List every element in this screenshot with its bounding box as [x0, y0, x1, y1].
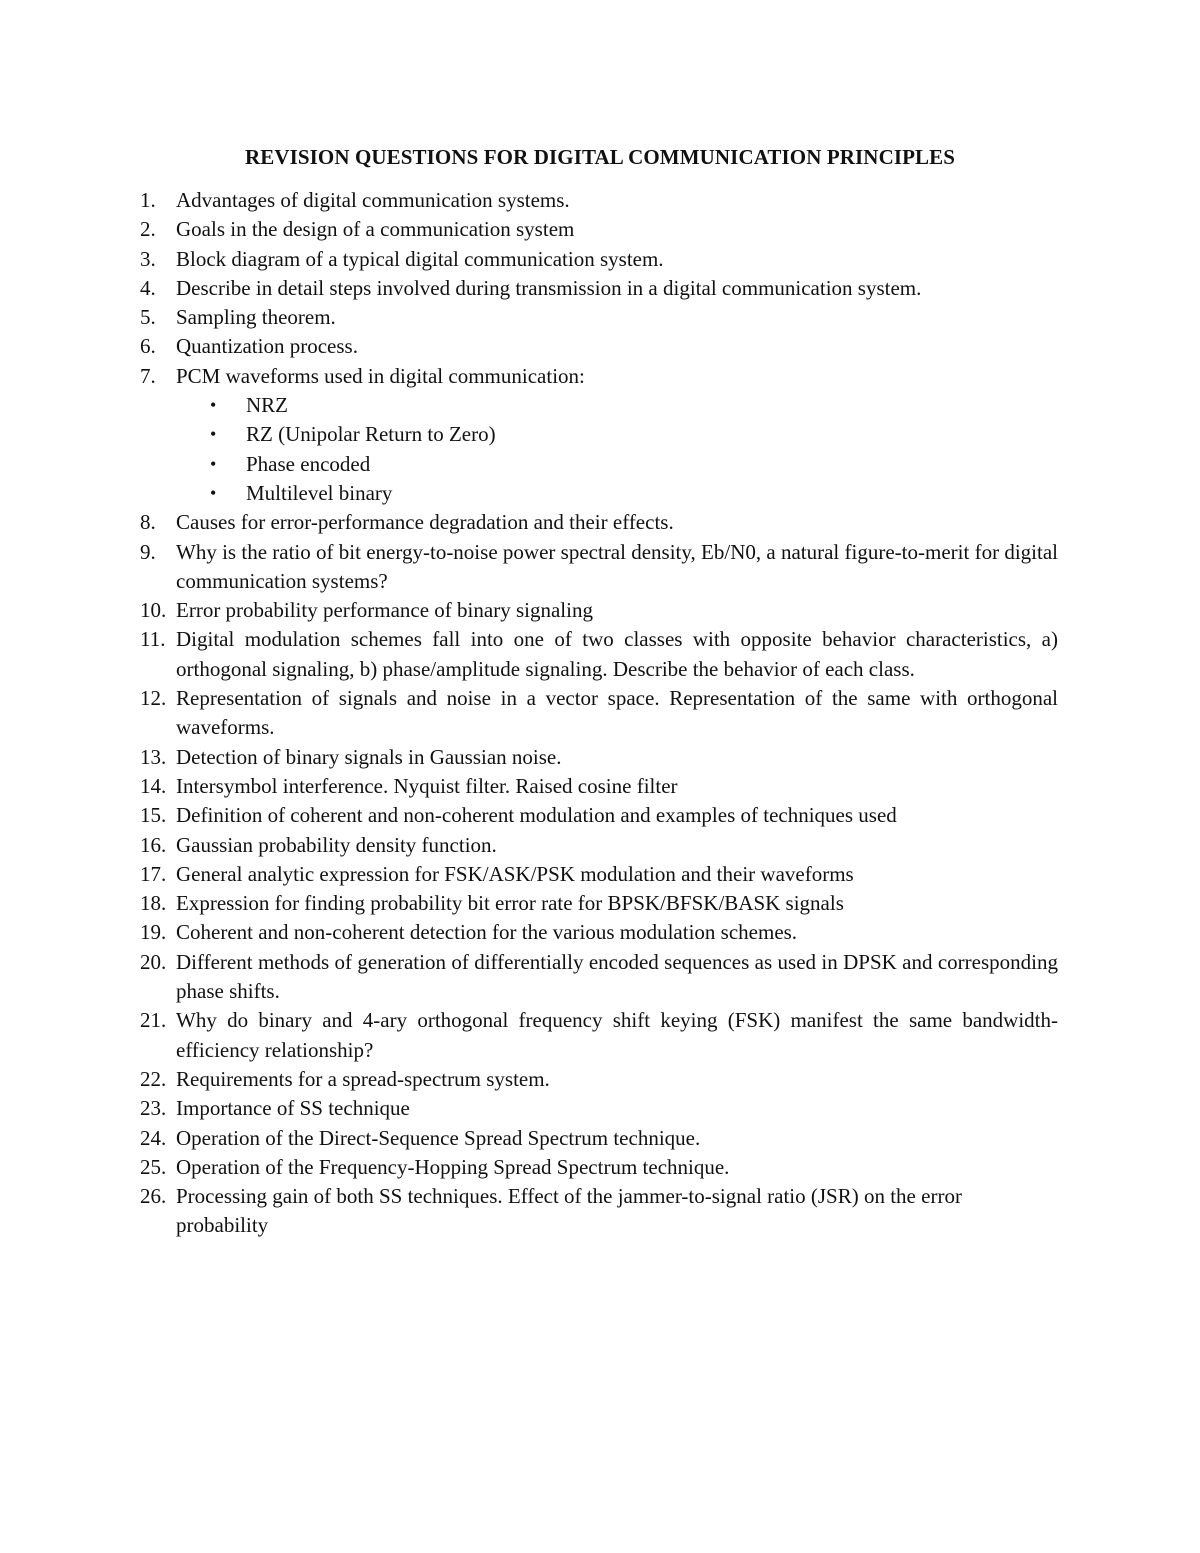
question-list: [140, 186, 1058, 1241]
question-text: Operation of the Direct-Sequence Spread Spectrum technique.: [176, 1125, 701, 1150]
question-text: Digital modulation schemes fall into one of two classes with opposite behavior characteristics, a) orthogonal signaling, b) phase/amplitude signaling. Describe the behavior of each class.: [176, 627, 1058, 681]
question-number: 12.: [140, 686, 167, 711]
bullet-text: NRZ: [246, 393, 288, 418]
bullet-item: [176, 450, 1058, 479]
question-number: 4.: [140, 275, 156, 300]
question-item: [140, 596, 1058, 625]
question-number: 10.: [140, 598, 167, 623]
bullet-item: [176, 420, 1058, 449]
question-number: 13.: [140, 744, 167, 769]
question-item: [140, 245, 1058, 274]
bullet-text: Multilevel binary: [246, 480, 393, 505]
question-item: [140, 362, 1058, 508]
question-item: [140, 860, 1058, 889]
question-number: 26.: [140, 1184, 167, 1209]
question-item: [140, 684, 1058, 743]
question-text: Sampling theorem.: [176, 305, 336, 330]
bullet-item: [176, 479, 1058, 508]
question-number: 11.: [140, 627, 166, 652]
question-item: [140, 1124, 1058, 1153]
question-number: 9.: [140, 539, 156, 564]
question-text: Representation of signals and noise in a vector space. Representation of the same with orthogonal waveforms.: [176, 686, 1058, 740]
question-text: Operation of the Frequency-Hopping Spread Spectrum technique.: [176, 1154, 730, 1179]
question-item: [140, 772, 1058, 801]
question-item: [140, 332, 1058, 361]
question-text: Definition of coherent and non-coherent modulation and examples of techniques used: [176, 803, 897, 828]
question-text: Why is the ratio of bit energy-to-noise power spectral density, Eb/N0, a natural figure-to-merit for digital communication systems?: [176, 539, 1058, 593]
pcm-waveform-list: [176, 391, 1058, 508]
question-number: 5.: [140, 305, 156, 330]
question-number: 14.: [140, 773, 167, 798]
question-text: Requirements for a spread-spectrum system.: [176, 1066, 550, 1091]
question-number: 25.: [140, 1154, 167, 1179]
question-text: Goals in the design of a communication system: [176, 217, 575, 242]
bullet-text: Phase encoded: [246, 451, 371, 476]
question-number: 19.: [140, 920, 167, 945]
question-number: 24.: [140, 1125, 167, 1150]
question-number: 3.: [140, 246, 156, 271]
question-number: 21.: [140, 1008, 167, 1033]
question-item: [140, 625, 1058, 684]
question-text: Gaussian probability density function.: [176, 832, 497, 857]
bullet-icon: •: [210, 453, 217, 474]
question-text: Importance of SS technique: [176, 1096, 410, 1121]
question-item: [140, 743, 1058, 772]
question-item: [140, 918, 1058, 947]
document-title: REVISION QUESTIONS FOR DIGITAL COMMUNICATION PRINCIPLES: [244, 145, 956, 169]
bullet-icon: •: [210, 482, 217, 503]
question-item: [140, 1153, 1058, 1182]
question-text: Expression for finding probability bit error rate for BPSK/BFSK/BASK signals: [176, 891, 844, 916]
question-text: PCM waveforms used in digital communication:: [176, 363, 585, 388]
question-item: [140, 1094, 1058, 1123]
question-text: Causes for error-performance degradation and their effects.: [176, 510, 674, 535]
question-item: [140, 215, 1058, 244]
question-number: 1.: [140, 188, 156, 212]
question-number: 22.: [140, 1066, 167, 1091]
question-number: 8.: [140, 510, 156, 535]
question-item: [140, 538, 1058, 597]
question-item: [140, 1182, 1058, 1241]
question-item: [140, 831, 1058, 860]
question-text: Describe in detail steps involved during transmission in a digital communication system.: [176, 275, 922, 300]
question-text: Different methods of generation of differentially encoded sequences as used in DPSK and corresponding phase shifts.: [176, 949, 1058, 1004]
bullet-icon: •: [210, 395, 217, 416]
question-number: 18.: [140, 891, 167, 916]
bullet-text: RZ (Unipolar Return to Zero): [246, 422, 496, 447]
question-number: 7.: [140, 363, 156, 388]
question-number: 2.: [140, 217, 156, 242]
question-text: Error probability performance of binary signaling: [176, 598, 593, 623]
question-text: Coherent and non-coherent detection for the various modulation schemes.: [176, 920, 798, 945]
question-item: [140, 186, 1058, 215]
question-item: [140, 274, 1058, 303]
question-number: 23.: [140, 1096, 167, 1121]
question-number: 15.: [140, 803, 167, 828]
question-text: Intersymbol interference. Nyquist filter. Raised cosine filter: [176, 773, 678, 798]
question-item: [140, 508, 1058, 537]
bullet-item: [176, 391, 1058, 420]
question-item: [140, 948, 1058, 1007]
question-text: Detection of binary signals in Gaussian noise.: [176, 744, 562, 769]
question-item: [140, 889, 1058, 918]
question-item: [140, 801, 1058, 830]
question-item: [140, 1006, 1058, 1065]
question-text: Quantization process.: [176, 334, 358, 359]
question-number: 6.: [140, 334, 156, 359]
question-text: Why do binary and 4-ary orthogonal frequency shift keying (FSK) manifest the same bandwidth-efficiency relationship?: [176, 1008, 1058, 1062]
question-item: [140, 303, 1058, 332]
question-text: Processing gain of both SS techniques. Effect of the jammer-to-signal ratio (JSR) on the error probability: [176, 1184, 962, 1238]
question-text: Block diagram of a typical digital communication system.: [176, 246, 664, 271]
question-text: Advantages of digital communication systems.: [176, 188, 570, 212]
question-number: 20.: [140, 949, 167, 974]
question-number: 17.: [140, 861, 167, 886]
question-item: [140, 1065, 1058, 1094]
question-text: General analytic expression for FSK/ASK/PSK modulation and their waveforms: [176, 861, 854, 886]
question-number: 16.: [140, 832, 167, 857]
bullet-icon: •: [210, 424, 217, 445]
